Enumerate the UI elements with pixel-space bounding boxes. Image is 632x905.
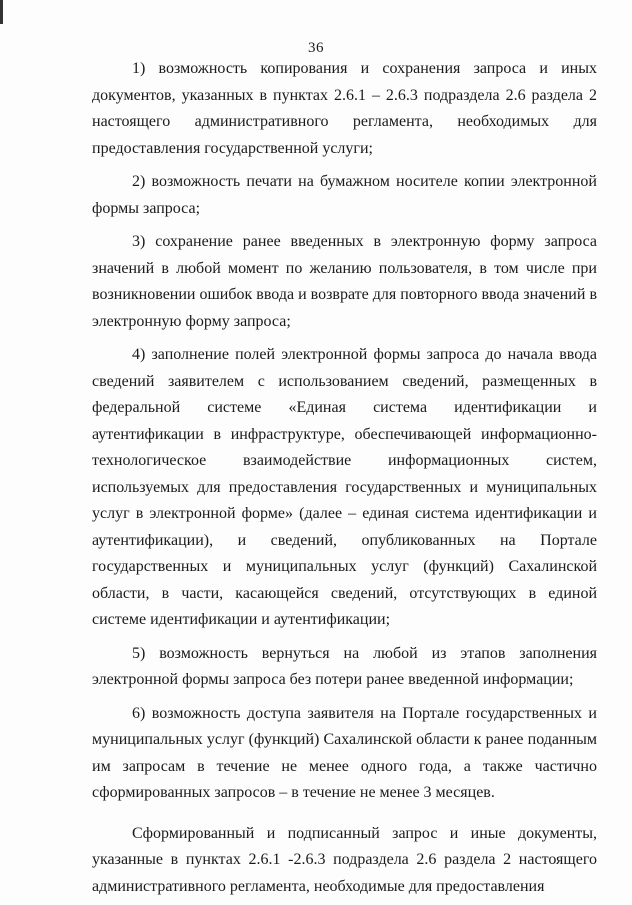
paragraph-item-5: 5) возможность вернуться на любой из этапов заполнения электронной формы запроса без потери ранее введенной информации; xyxy=(92,644,597,688)
page-number: 36 xyxy=(308,40,324,56)
scan-edge-mark xyxy=(0,0,3,24)
paragraph-item-1: 1) возможность копирования и сохранения запроса и иных документов, указанных в пунктах 2.6.1 – 2.6.3 подраздела 2.6 раздела 2 настоящего административного регламента, необходимых для предоставления государственной услуги; xyxy=(92,60,597,157)
document-body xyxy=(92,56,597,900)
paragraph-item-2: 2) возможность печати на бумажном носителе копии электронной формы запроса; xyxy=(92,173,597,217)
paragraph-item-4: 4) заполнение полей электронной формы запроса до начала ввода сведений заявителем с использованием сведений, размещенных в федеральной системе «Единая система идентификации и аутентификации в инфраструктуре, обеспечивающей информационно-технологическое взаимодействие информационных систем, используемых для предоставления государственных и муниципальных услуг в электронной форме» (далее – единая система идентификации и аутентификации), и сведений, опубликованных на Портале государственных и муниципальных услуг (функций) Сахалинской области, в части, касающейся сведений, отсутствующих в единой системе идентификации и аутентификации; xyxy=(92,346,597,628)
paragraph-closing: Сформированный и подписанный запрос и иные документы, указанные в пунктах 2.6.1 -2.6.3 подраздела 2.6 раздела 2 настоящего административного регламента, необходимые для предоставления xyxy=(92,824,597,895)
paragraph-item-3: 3) сохранение ранее введенных в электронную форму запроса значений в любой момент по желанию пользователя, в том числе при возникновении ошибок ввода и возврате для повторного ввода значений в электронную форму запроса; xyxy=(92,233,597,330)
paragraph-item-6: 6) возможность доступа заявителя на Портале государственных и муниципальных услуг (функций) Сахалинской области к ранее поданным им запросам в течение не менее одного года, а также частично сформированных запросов – в течение не менее 3 месяцев. xyxy=(92,704,597,801)
